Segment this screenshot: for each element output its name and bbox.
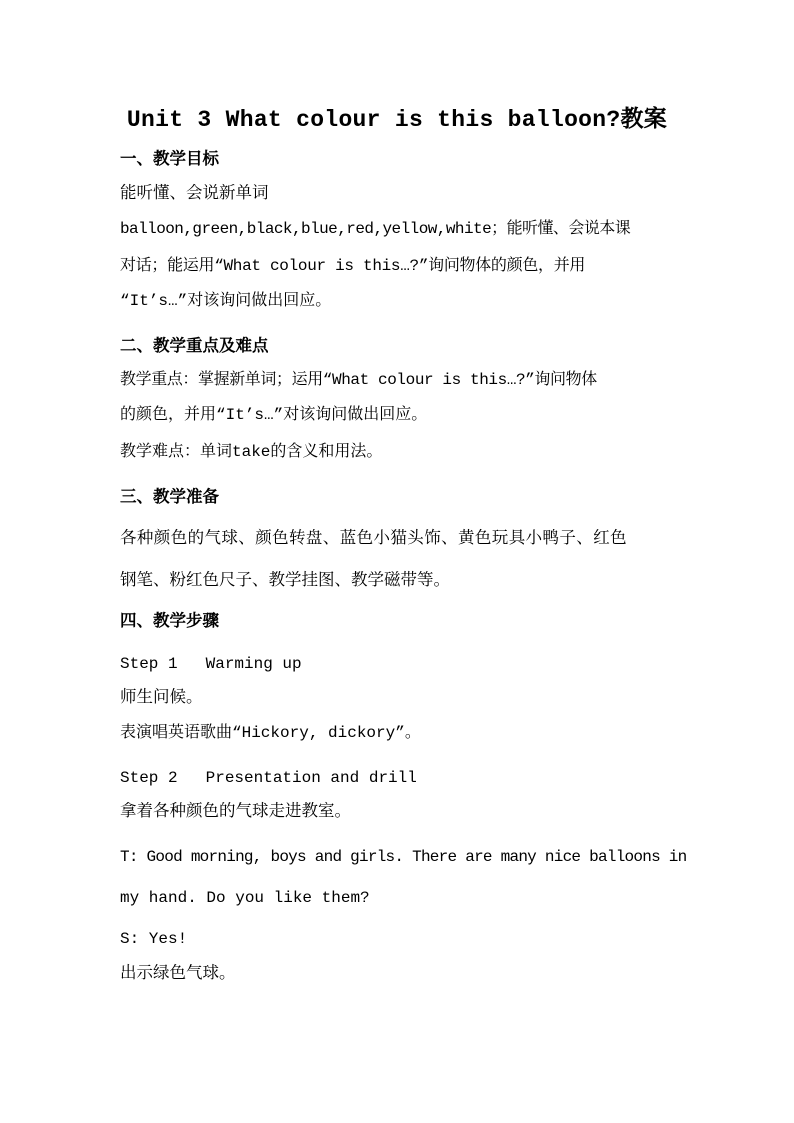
paragraph-line: 教学难点：单词take的含义和用法。 [120, 443, 383, 461]
paragraph-line: 能听懂、会说新单词 [120, 183, 269, 202]
paragraph-line: T: Good morning, boys and girls. There are many nice balloons in [120, 848, 687, 866]
paragraph-line: 教学重点：掌握新单词；运用“What colour is this…?”询问物体 [120, 371, 597, 389]
paragraph-line: 的颜色，并用“It’s…”对该询问做出回应。 [120, 406, 428, 424]
paragraph-line: my hand. Do you like them? [120, 889, 370, 907]
paragraph-line: 出示绿色气球。 [120, 963, 236, 982]
step-name: Warming up [205, 655, 302, 673]
paragraph-line: 表演唱英语歌曲“Hickory, dickory”。 [120, 724, 421, 742]
paragraph-line: 钢笔、粉红色尺子、教学挂图、教学磁带等。 [120, 570, 450, 589]
section-heading-key-points: 二、教学重点及难点 [120, 336, 269, 355]
document-title: Unit 3 What colour is this balloon?教案 [126, 107, 668, 133]
step-title [120, 767, 680, 789]
step-label: Step 1 [120, 655, 178, 673]
paragraph-line: 对话；能运用“What colour is this…?”询问物体的颜色，并用 [120, 257, 586, 275]
section-heading-procedure: 四、教学步骤 [120, 611, 219, 630]
section-heading-objectives: 一、教学目标 [120, 149, 219, 168]
step-name: Presentation and drill [205, 769, 417, 787]
paragraph-line: 师生问候。 [120, 687, 203, 706]
paragraph-line: S: Yes! [120, 930, 188, 948]
paragraph-line: 各种颜色的气球、颜色转盘、蓝色小猫头饰、黄色玩具小鸭子、红色 [120, 528, 627, 547]
step-title [120, 653, 680, 675]
paragraph-line: “It’s…”对该询问做出回应。 [120, 292, 332, 310]
paragraph-line: 拿着各种颜色的气球走进教室。 [120, 801, 351, 820]
section-heading-preparation: 三、教学准备 [120, 487, 219, 506]
step-label: Step 2 [120, 769, 178, 787]
paragraph-line: balloon,green,black,blue,red,yellow,white；能听懂、会说本课 [120, 220, 631, 238]
